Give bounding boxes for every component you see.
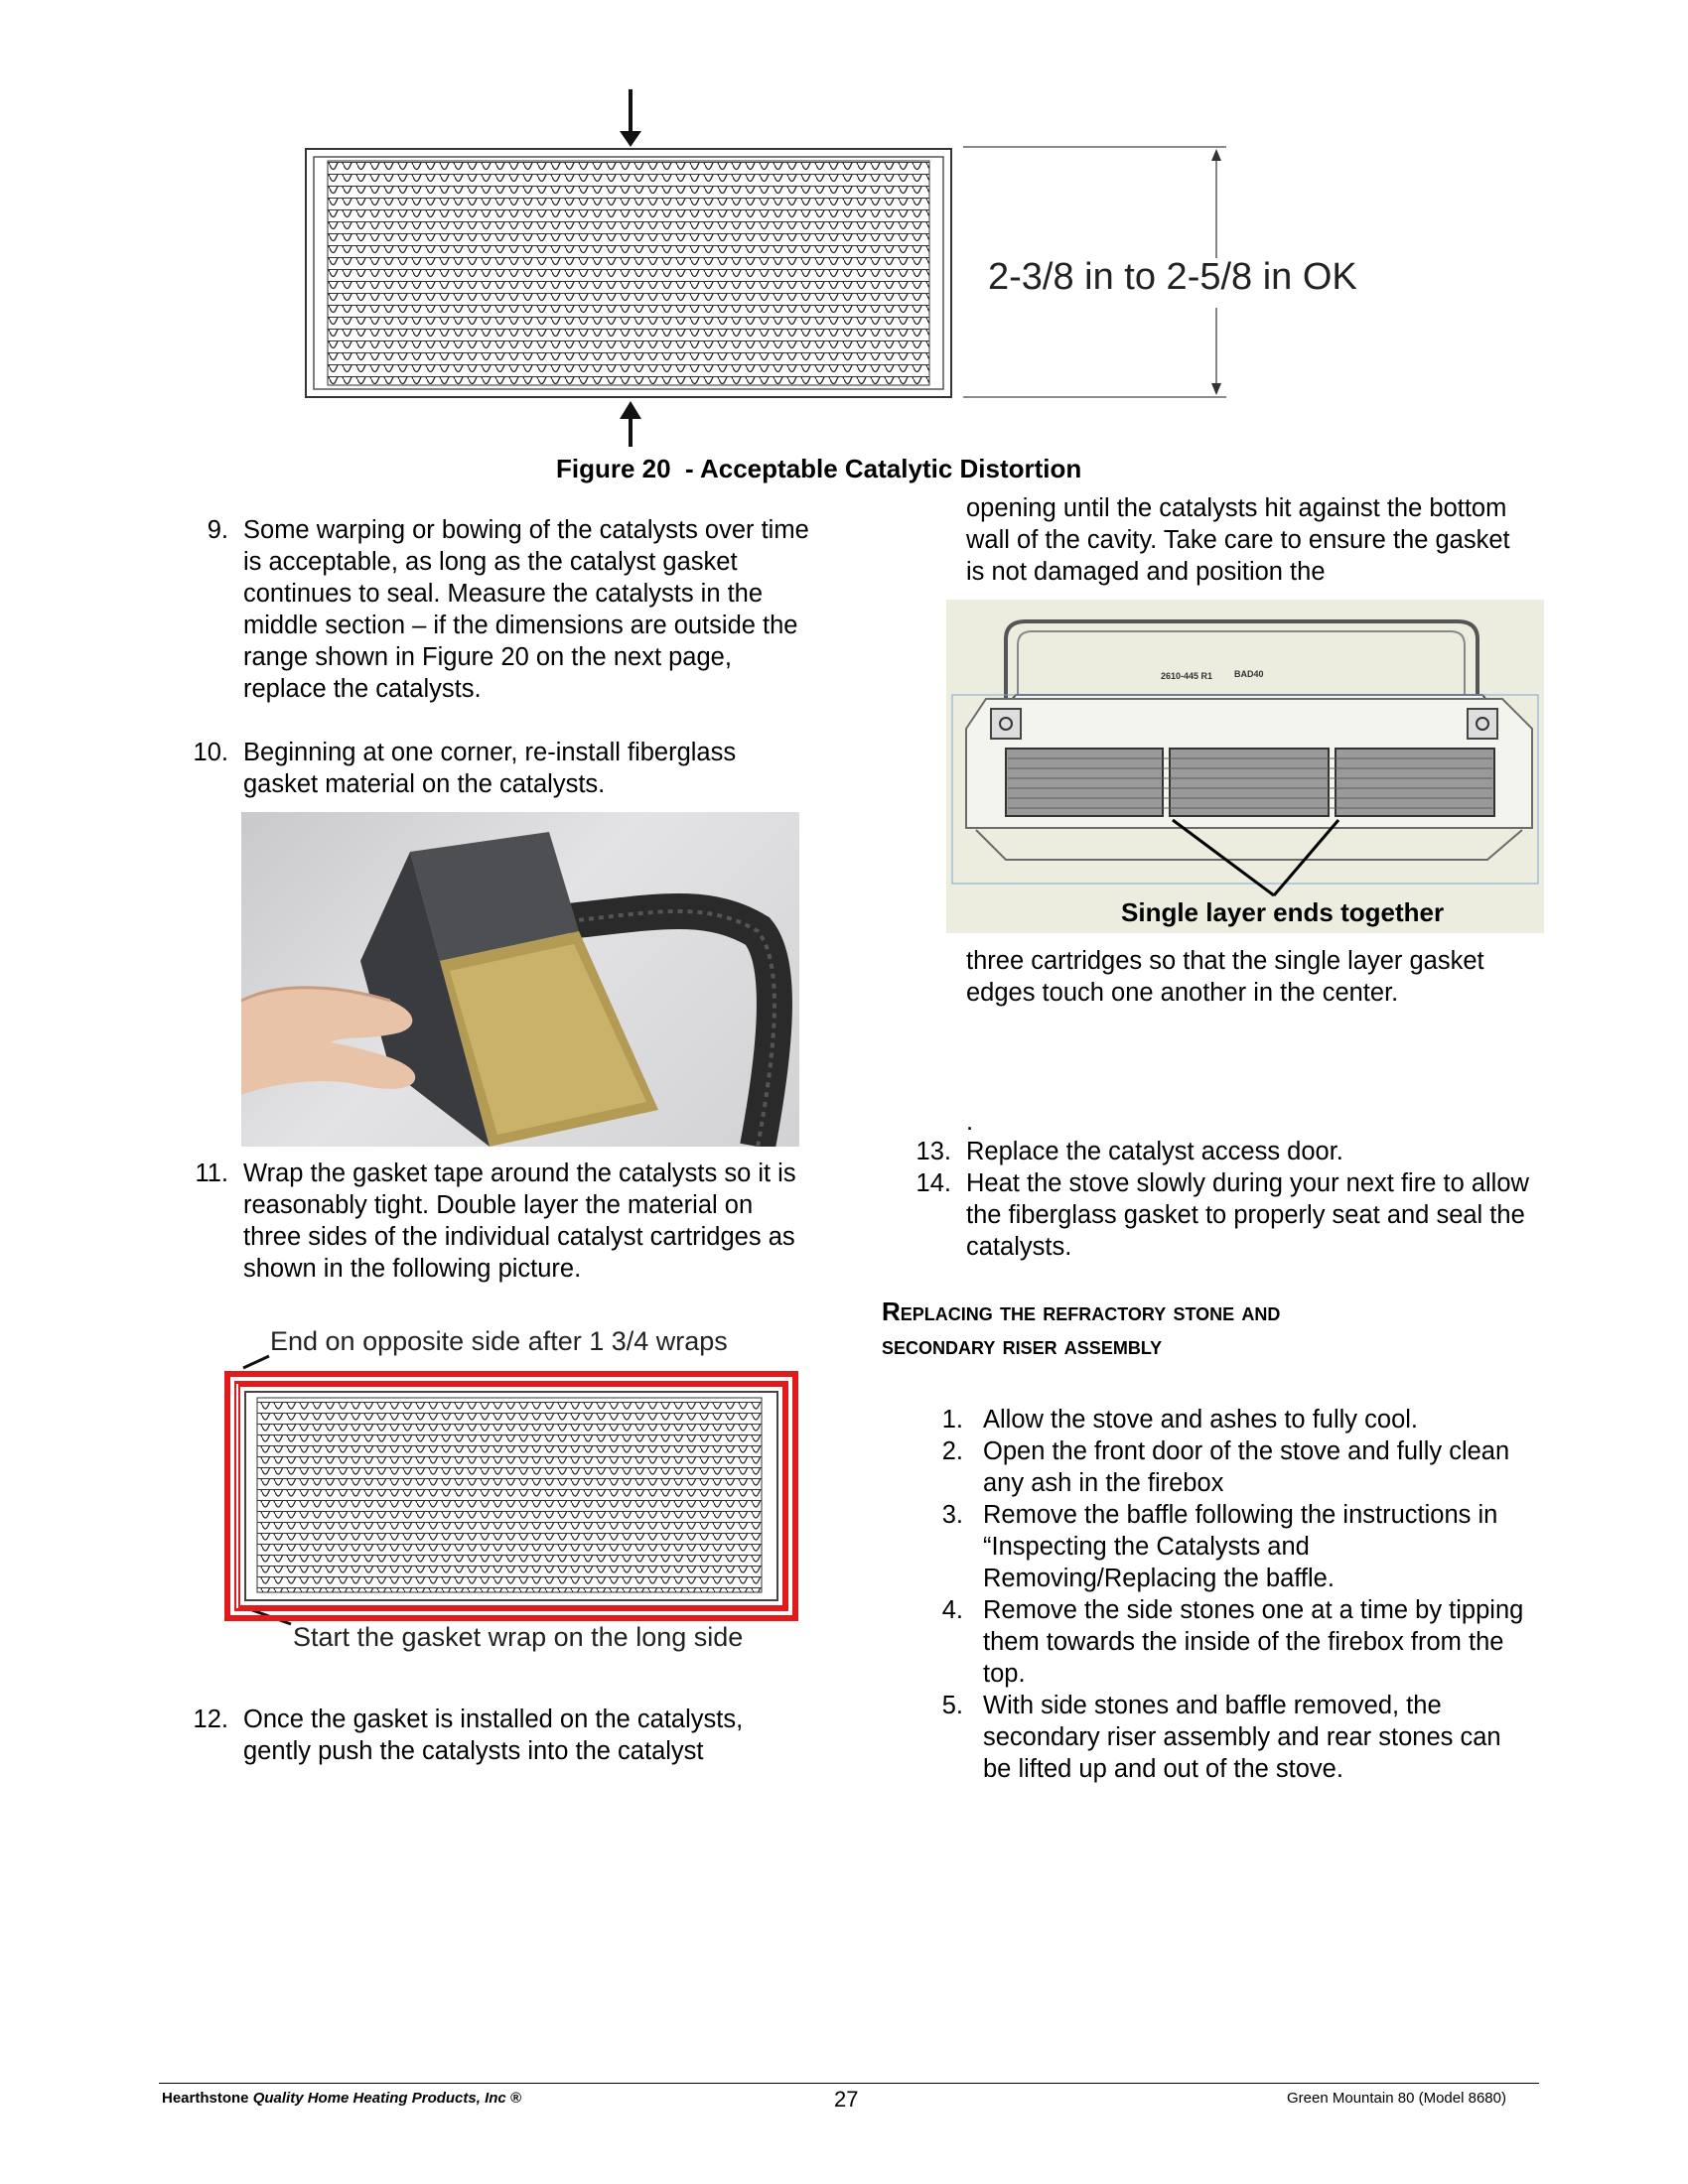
list-text: Heat the stove slowly during your next fire to allow the fiberglass gasket to properly seat and seal the catalysts.: [966, 1169, 1529, 1261]
step-3: [914, 1499, 1549, 1594]
section-heading-line1: Replacing the refractory stone and: [882, 1297, 1281, 1326]
step-number: 3.: [941, 1501, 963, 1529]
figure-20: [288, 79, 1460, 447]
step-number: 4.: [941, 1596, 963, 1624]
footer-model: Green Mountain 80 (Model 8680): [1287, 2090, 1506, 2107]
drawing-part-code: BAD40: [1234, 669, 1264, 679]
footer-rule: [159, 2083, 1539, 2084]
list-number: 11.: [195, 1160, 228, 1187]
step-number: 2.: [941, 1437, 963, 1465]
list-number: 13.: [915, 1138, 951, 1165]
list-item-11: [179, 1158, 796, 1316]
list-text: Wrap the gasket tape around the catalysts so it is reasonably tight. Double layer the material on three sides of the individual catalyst cartridges as shown in the following picture.: [243, 1160, 796, 1283]
drawing-part-number: 2610-445 R1: [1161, 671, 1213, 681]
wrap-bottom-label: Start the gasket wrap on the long side: [293, 1622, 744, 1652]
step-text: With side stones and baffle removed, the secondary riser assembly and rear stones can be lifted up and out of the stove.: [983, 1692, 1501, 1783]
step-number: 5.: [941, 1692, 963, 1719]
list-text: Beginning at one corner, re-install fiberglass gasket material on the catalysts.: [243, 739, 737, 798]
list-item-9: [179, 514, 809, 743]
continuation-top: opening until the catalysts hit against the bottom wall of the cavity. Take care to ensure the gasket is not damaged and position the: [966, 494, 1510, 586]
step-text: Allow the stove and ashes to fully cool.: [983, 1406, 1418, 1433]
catalyst-gasket-photo: [241, 812, 799, 1147]
list-number: 14.: [915, 1169, 951, 1197]
list-text: Once the gasket is installed on the catalysts, gently push the catalysts into the catalyst: [243, 1706, 744, 1765]
step-number: 1.: [941, 1406, 963, 1433]
list-text: Replace the catalyst access door.: [966, 1138, 1343, 1165]
catalyst-cavity-drawing: [946, 600, 1544, 933]
stray-dot: .: [966, 1108, 974, 1136]
cavity-drawing-illustration: [946, 600, 1544, 933]
list-number: 10.: [193, 739, 228, 766]
list-number: 9.: [207, 516, 228, 544]
list-item-14: [902, 1167, 1537, 1263]
step-4: [914, 1594, 1549, 1690]
photo-illustration: [241, 812, 799, 1147]
gasket-wrap-diagram: [223, 1326, 809, 1664]
wrap-top-label: End on opposite side after 1 3/4 wraps: [270, 1326, 728, 1356]
step-text: Remove the side stones one at a time by tipping them towards the inside of the firebox from the top.: [983, 1596, 1524, 1688]
step-text: Remove the baffle following the instructions in “Inspecting the Catalysts and Removing/Replacing the baffle.: [983, 1501, 1498, 1592]
step-2: [914, 1435, 1549, 1499]
list-item-12: [179, 1704, 774, 1767]
list-text: Some warping or bowing of the catalysts over time is acceptable, as long as the catalyst gasket continues to seal. Measure the catalysts in the middle section – if the dimensions are outside the range shown in Figure 20 on the next page, replace the catalysts.: [243, 516, 809, 703]
footer-page-number: 27: [834, 2087, 859, 2112]
step-1: [914, 1404, 1549, 1435]
step-5: [914, 1690, 1549, 1785]
footer-company-bold: Hearthstone: [162, 2090, 249, 2107]
continuation-bottom: three cartridges so that the single layer gasket edges touch one another in the center.: [966, 947, 1484, 1007]
footer-company-italic: Quality Home Heating Products, Inc ®: [252, 2090, 521, 2107]
list-item-10: [179, 737, 774, 800]
drawing-label: Single layer ends together: [1121, 897, 1445, 927]
list-number: 12.: [193, 1706, 228, 1733]
dimension-label: 2-3/8 in to 2-5/8 in OK: [988, 256, 1357, 298]
wrap-diagram-drawing: [223, 1326, 809, 1664]
section-heading-line2: secondary riser assembly: [882, 1330, 1163, 1360]
step-text: Open the front door of the stove and fully clean any ash in the firebox: [983, 1437, 1510, 1497]
figure-caption: Figure 20 - Acceptable Catalytic Distortion: [556, 454, 1082, 483]
list-item-13: [902, 1136, 1537, 1167]
footer-company: [162, 2090, 521, 2107]
